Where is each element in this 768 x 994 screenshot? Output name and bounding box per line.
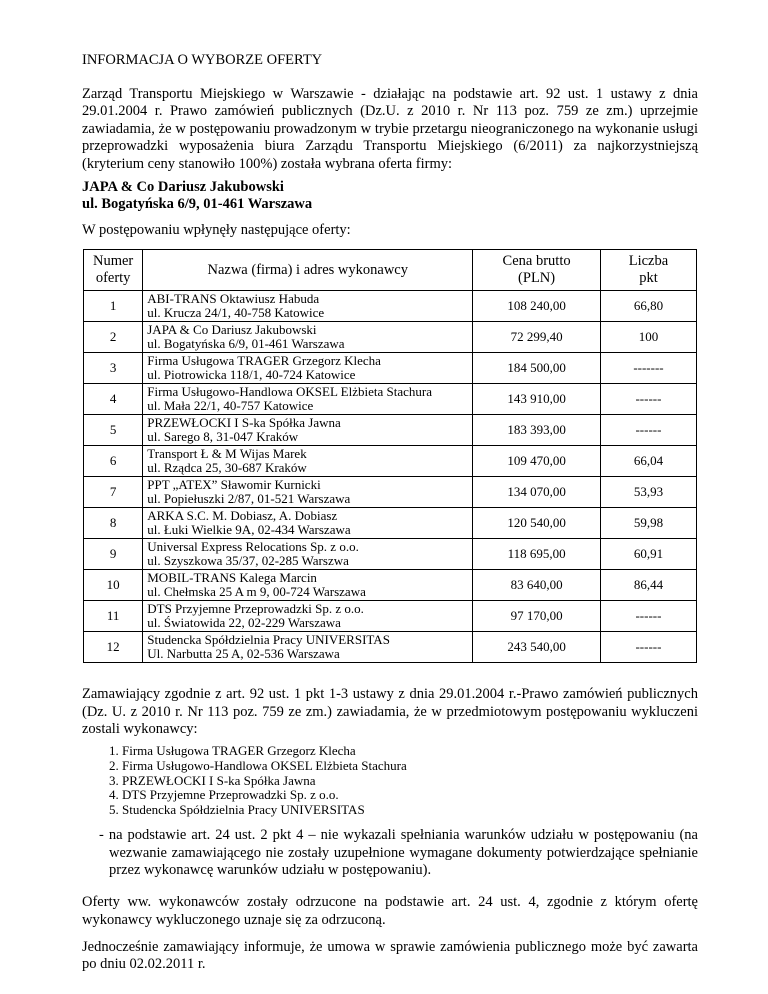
offer-firm-name: Transport Ł & M Wijas Marek [147,445,307,461]
offer-number: 11 [84,601,143,632]
offer-number: 2 [84,322,143,353]
offer-firm [143,415,473,446]
offer-firm [143,508,473,539]
offer-firm-address: ul. Krucza 24/1, 40-758 Katowice [147,305,325,321]
offer-firm [143,601,473,632]
offer-points: 100 [600,322,696,353]
offer-number: 6 [84,446,143,477]
offer-number: 8 [84,508,143,539]
header-price: Cena brutto (PLN) [473,250,601,291]
offer-points: 53,93 [600,477,696,508]
table-header-row [84,250,697,291]
offer-firm-name: Firma Usługowa TRAGER Grzegorz Klecha [147,352,381,368]
offer-firm-name: Universal Express Relocations Sp. z o.o. [147,538,359,554]
document-page [82,52,698,988]
offer-price: 118 695,00 [473,539,601,570]
offer-firm [143,632,473,663]
offer-price: 108 240,00 [473,291,601,322]
offer-points: ------ [600,601,696,632]
offer-number: 1 [84,291,143,322]
offers-body [84,291,697,663]
exclusion-paragraph: Zamawiający zgodnie z art. 92 ust. 1 pkt 1-3 ustawy z dnia 29.01.2004 r.-Prawo zamówień publicznych (Dz. U. z 2010 r. Nr 113 poz. 759 ze zm.) zawiadamia, że w przedmiotowym postępowaniu wykluczeni zostali wykonawcy: [82,686,698,738]
offer-firm-address: ul. Sarego 8, 31-047 Kraków [147,429,299,445]
offer-number: 10 [84,570,143,601]
offer-firm-address: ul. Łuki Wielkie 9A, 02-434 Warszawa [147,522,351,538]
offer-firm-name: MOBIL-TRANS Kalega Marcin [147,569,317,585]
offer-points: ------ [600,632,696,663]
offer-number: 12 [84,632,143,663]
table-row [84,415,697,446]
offer-firm-address: ul. Światowida 22, 02-229 Warszawa [147,615,341,631]
offer-firm-name: Studencka Spółdzielnia Pracy UNIVERSITAS [147,631,390,647]
offer-firm-address: ul. Popiełuszki 2/87, 01-521 Warszawa [147,491,351,507]
offer-firm [143,570,473,601]
table-row [84,446,697,477]
offer-firm-name: ARKA S.C. M. Dobiasz, A. Dobiasz [147,507,338,523]
offer-firm-address: ul. Piotrowicka 118/1, 40-724 Katowice [147,367,356,383]
winner-name: JAPA & Co Dariusz Jakubowski [82,179,284,196]
table-row [84,570,697,601]
offer-firm-address: ul. Chełmska 25 A m 9, 00-724 Warszawa [147,584,366,600]
offer-points: ------- [600,353,696,384]
offer-points: 59,98 [600,508,696,539]
exclusion-reason: - na podstawie art. 24 ust. 2 pkt 4 – nie wykazali spełniania warunków udziału w postępowaniu (na wezwanie zamawiającego nie zostały uzupełnione wymagane dokumenty potwierdzające spełnianie przez wykonawcę warunków udziału w postępowaniu). [99,827,698,879]
offer-number: 5 [84,415,143,446]
table-row [84,384,697,415]
winner-address: ul. Bogatyńska 6/9, 01-461 Warszawa [82,196,313,213]
offer-points: ------ [600,415,696,446]
offer-price: 184 500,00 [473,353,601,384]
winner-block [82,179,698,214]
list-item: 1. Firma Usługowa TRAGER Grzegorz Klecha [122,744,698,759]
offer-number: 3 [84,353,143,384]
offer-firm [143,446,473,477]
rejection-note: Oferty ww. wykonawców zostały odrzucone na podstawie art. 24 ust. 4, zgodnie z którym ofertę wykonawcy wykluczonego uznaje się za odrzuconą. [82,894,698,928]
offer-firm-address: ul. Szyszkowa 35/37, 02-285 Warszwa [147,553,349,569]
list-item: 5. Studencka Spółdzielnia Pracy UNIVERSITAS [122,803,698,818]
offer-price: 97 170,00 [473,601,601,632]
offer-points: 60,91 [600,539,696,570]
offer-price: 83 640,00 [473,570,601,601]
header-name: Nazwa (firma) i adres wykonawcy [143,250,473,291]
offer-firm-name: ABI-TRANS Oktawiusz Habuda [147,290,320,306]
offer-firm-address: Ul. Narbutta 25 A, 02-536 Warszawa [147,646,340,662]
document-title: INFORMACJA O WYBORZE OFERTY [82,52,323,68]
offer-points: 66,04 [600,446,696,477]
offer-firm-address: ul. Rządca 25, 30-687 Kraków [147,460,307,476]
offer-price: 243 540,00 [473,632,601,663]
offer-number: 7 [84,477,143,508]
offer-number: 9 [84,539,143,570]
offer-firm-name: Firma Usługowo-Handlowa OKSEL Elżbieta Stachura [147,383,432,399]
offer-firm [143,353,473,384]
offer-firm-name: PRZEWŁOCKI I S-ka Spółka Jawna [147,414,341,430]
list-item: 2. Firma Usługowo-Handlowa OKSEL Elżbieta Stachura [122,759,698,774]
offer-firm [143,539,473,570]
list-item: 4. DTS Przyjemne Przeprowadzki Sp. z o.o. [122,788,698,803]
offer-firm [143,291,473,322]
header-number: Numer oferty [84,250,143,291]
table-row [84,291,697,322]
offer-firm-name: PPT „ATEX” Sławomir Kurnicki [147,476,321,492]
table-row [84,508,697,539]
offer-firm [143,322,473,353]
offer-firm-name: DTS Przyjemne Przeprowadzki Sp. z o.o. [147,600,364,616]
final-paragraph: Jednocześnie zamawiający informuje, że umowa w sprawie zamówienia publicznego może być zawarta po dniu 02.02.2011 r. [82,938,698,973]
header-points: Liczba pkt [600,250,696,291]
intro-paragraph: Zarząd Transportu Miejskiego w Warszawie - działając na podstawie art. 92 ust. 1 ustawy z dnia 29.01.2004 r. Prawo zamówień publicznych (Dz.U. z 2010 r. Nr 113 poz. 759 ze zm.) uprzejmie zawiadamia, że w postępowaniu prowadzonym w trybie przetargu nieograniczonego na wykonanie usługi przeprowadzki wyposażenia biura Zarządu Transportu Miejskiego (6/2011) za najkorzystniejszą (kryterium ceny stanowiło 100%) została wybrana oferta firmy: [82,86,698,172]
received-label: W postępowaniu wpłynęły następujące oferty: [82,221,351,238]
offer-points: 86,44 [600,570,696,601]
offer-points: ------ [600,384,696,415]
table-row [84,601,697,632]
table-row [84,477,697,508]
offer-price: 183 393,00 [473,415,601,446]
offer-price: 134 070,00 [473,477,601,508]
offer-number: 4 [84,384,143,415]
excluded-list [82,744,698,817]
offers-table [83,249,697,663]
offer-price: 143 910,00 [473,384,601,415]
offer-firm [143,384,473,415]
list-item: 3. PRZEWŁOCKI I S-ka Spółka Jawna [122,774,698,789]
offer-firm [143,477,473,508]
offer-points: 66,80 [600,291,696,322]
offer-firm-address: ul. Bogatyńska 6/9, 01-461 Warszawa [147,336,345,352]
offer-price: 109 470,00 [473,446,601,477]
offer-firm-name: JAPA & Co Dariusz Jakubowski [147,321,317,337]
table-row [84,632,697,663]
table-row [84,322,697,353]
table-row [84,539,697,570]
offer-price: 72 299,40 [473,322,601,353]
offer-price: 120 540,00 [473,508,601,539]
offer-firm-address: ul. Mała 22/1, 40-757 Katowice [147,398,314,414]
table-row [84,353,697,384]
